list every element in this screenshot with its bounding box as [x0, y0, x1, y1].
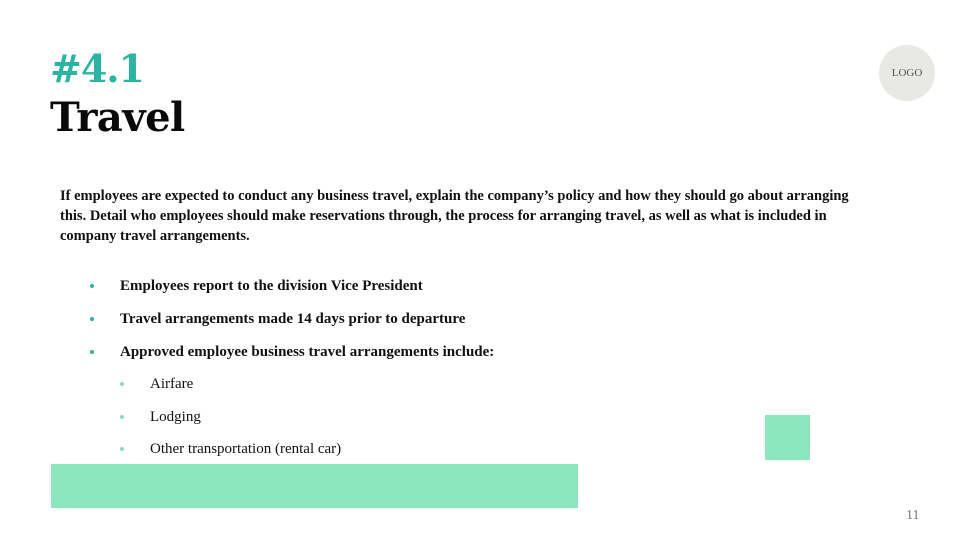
sub-bullet-text: Airfare [150, 376, 194, 392]
bullet-item [120, 310, 465, 328]
bullet-dot-icon [90, 284, 94, 288]
logo-text: LOGO [891, 67, 923, 79]
sub-bullet-item [150, 375, 193, 393]
bullet-item [120, 277, 423, 295]
section-number: #4.1 [50, 46, 144, 91]
sub-bullet-item [150, 440, 341, 458]
bullet-dot-icon [120, 447, 124, 451]
bullet-dot-icon [120, 382, 124, 386]
sub-bullet-item [150, 408, 201, 426]
page-title: Travel [50, 94, 185, 141]
bullet-text: Employees report to the division Vice President [120, 278, 423, 294]
decorative-green-bar [51, 464, 578, 508]
intro-paragraph: If employees are expected to conduct any business travel, explain the company’s policy and how they should go about arranging this. Detail who employees should make reservations through, the process for arranging travel, as well as what is included in company travel arrangements. [60, 188, 849, 244]
decorative-green-square [765, 415, 810, 460]
bullet-text: Travel arrangements made 14 days prior to departure [120, 311, 466, 327]
page-number: 11 [906, 508, 920, 523]
bullet-item [120, 343, 494, 361]
logo [879, 45, 935, 101]
bullet-text: Approved employee business travel arrangements include: [120, 344, 495, 360]
bullet-dot-icon [90, 350, 94, 354]
bullet-dot-icon [90, 317, 94, 321]
bullet-dot-icon [120, 415, 124, 419]
sub-bullet-text: Other transportation (rental car) [150, 441, 342, 457]
sub-bullet-text: Lodging [150, 409, 201, 425]
